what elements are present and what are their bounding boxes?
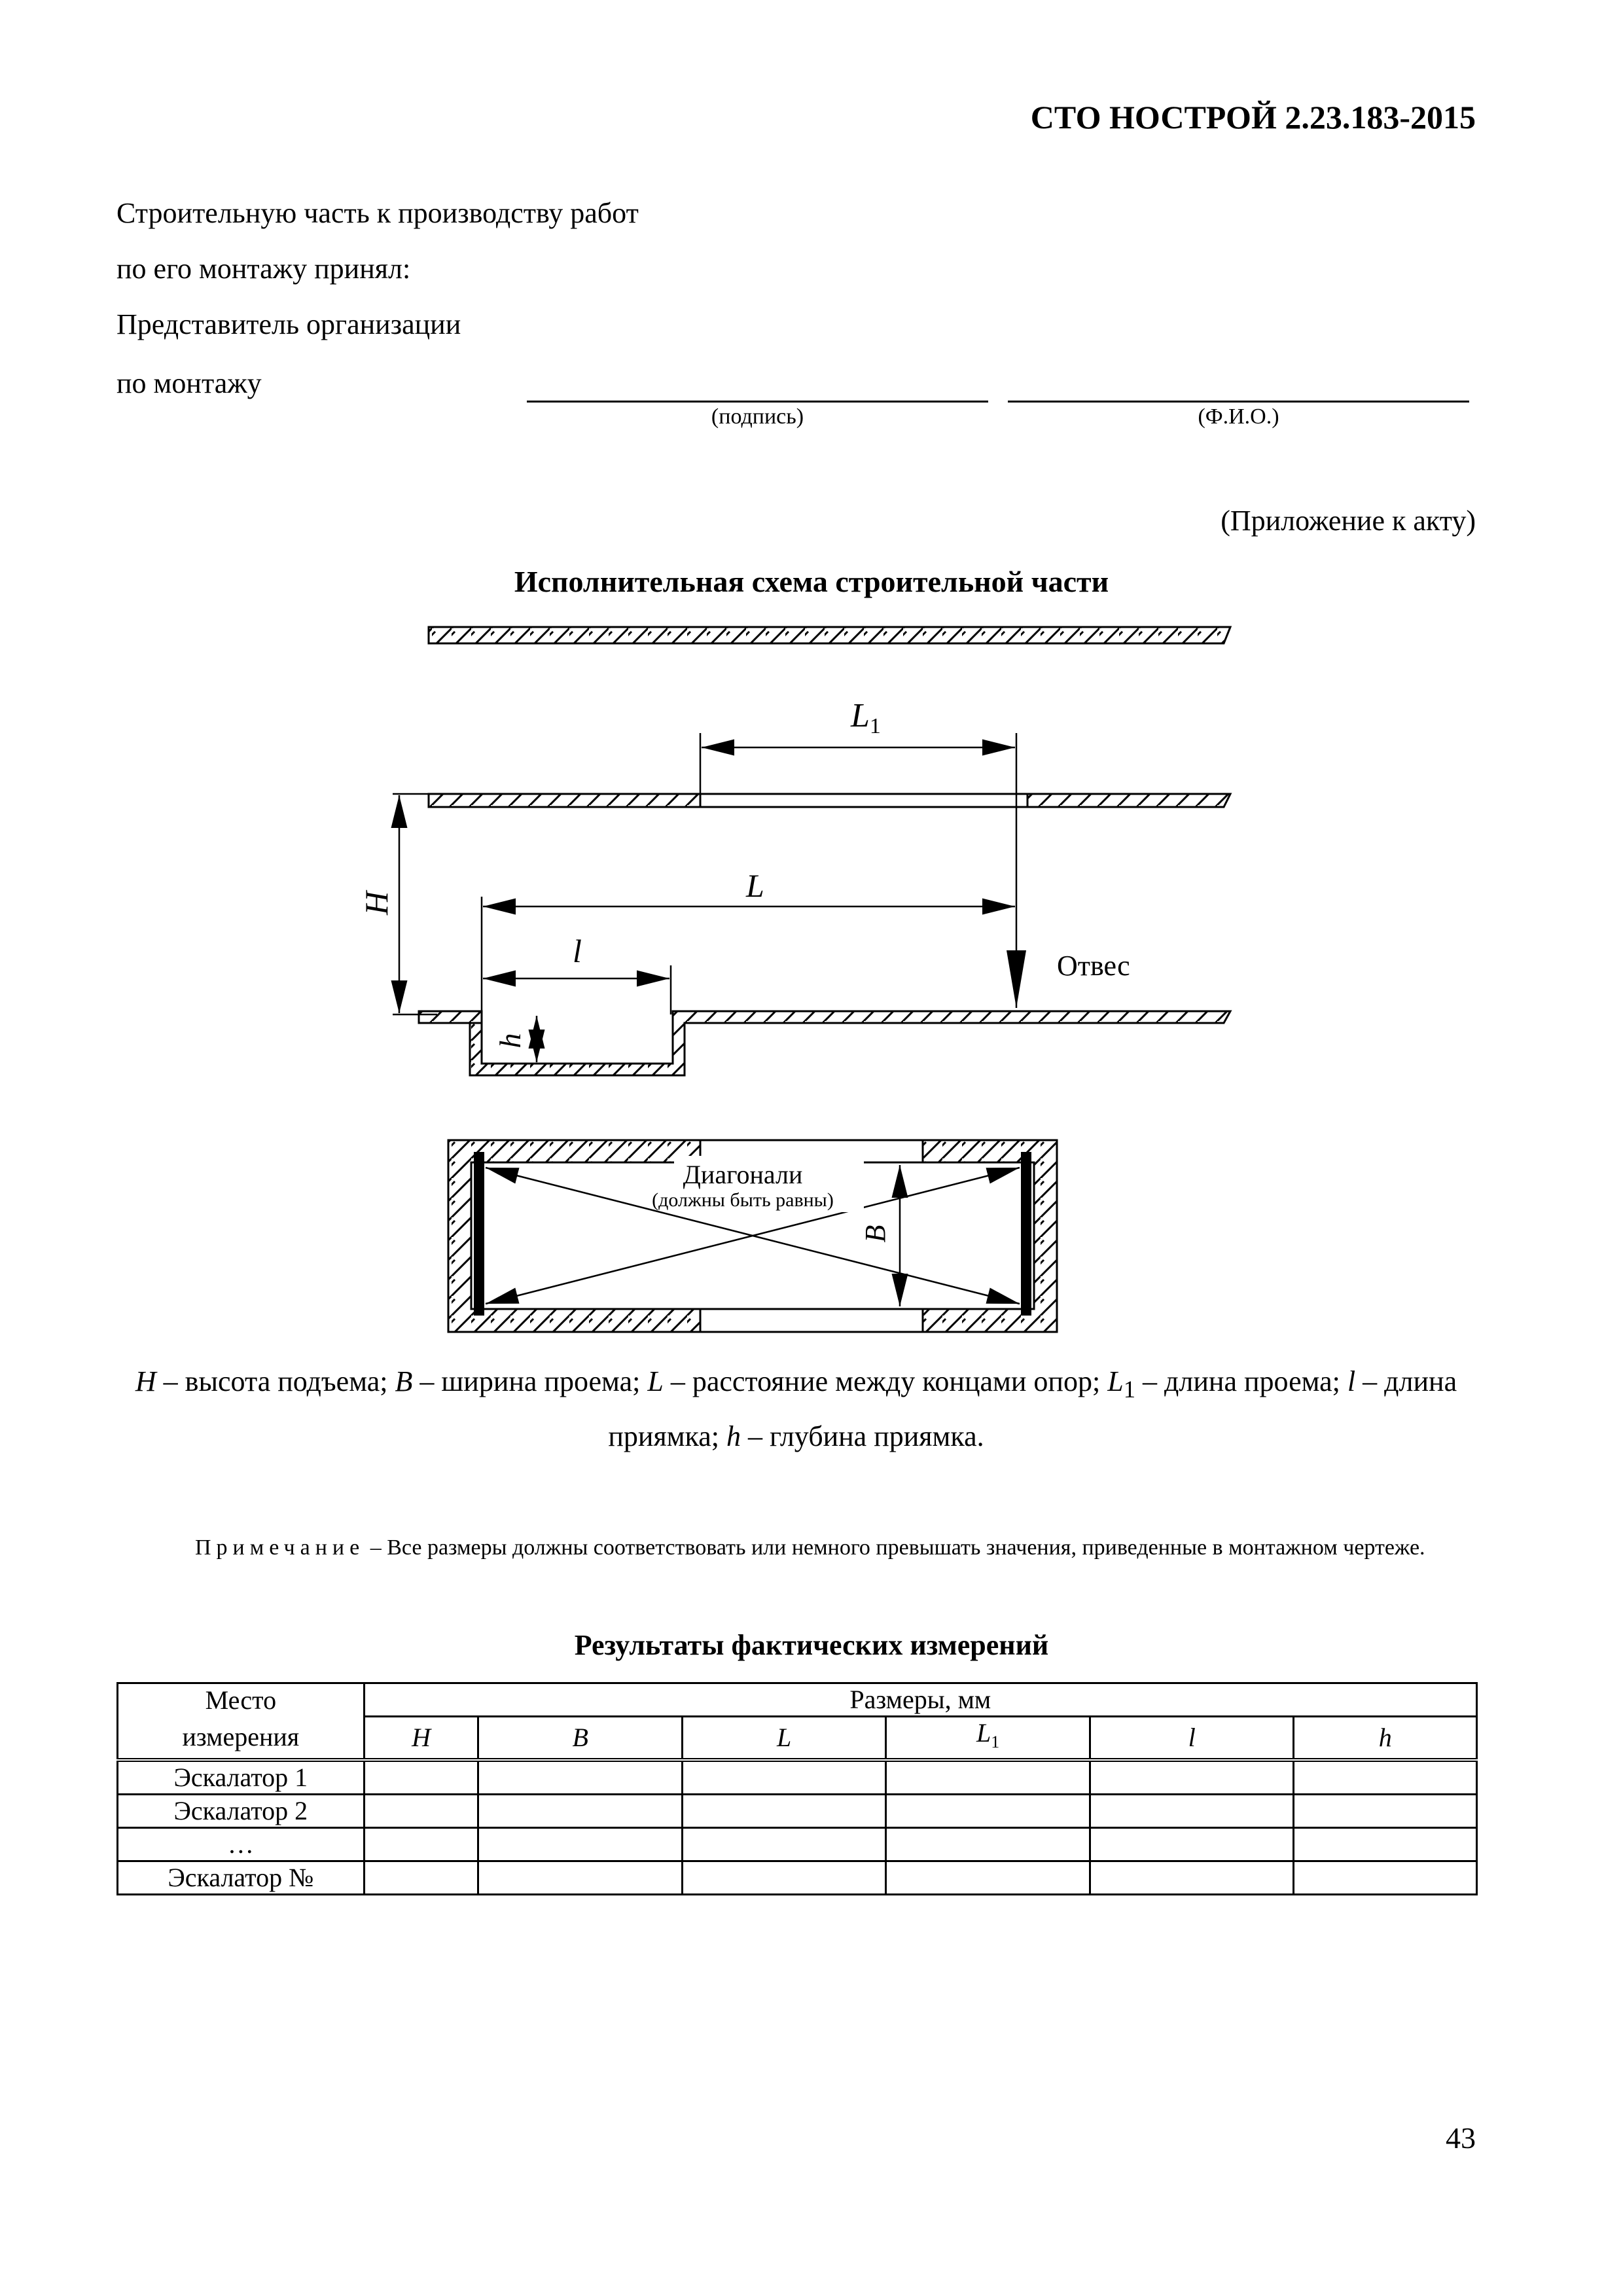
- legend-h-text: – глубина приямка.: [741, 1420, 984, 1452]
- plumb-bob: [1007, 950, 1130, 1008]
- table-cell[interactable]: [886, 1760, 1090, 1795]
- appendix-note: (Приложение к акту): [1221, 505, 1476, 537]
- legend-L1-text: – длина проема;: [1135, 1365, 1347, 1397]
- header-place-2: измерения: [118, 1717, 365, 1761]
- header-col-L: L: [682, 1717, 886, 1761]
- legend-B-symbol: B: [395, 1365, 413, 1397]
- label-h: h: [493, 1033, 527, 1049]
- symbol-legend: [116, 1358, 1476, 1460]
- acceptance-line-4: по монтажу: [116, 367, 262, 399]
- label-diagonals: Диагонали: [683, 1160, 803, 1189]
- table-cell[interactable]: [886, 1828, 1090, 1861]
- table-cell[interactable]: [1090, 1861, 1293, 1895]
- legend-l-symbol: l: [1347, 1365, 1356, 1397]
- table-cell[interactable]: [364, 1828, 478, 1861]
- top-slab: [429, 627, 1230, 643]
- label-H: H: [358, 891, 395, 916]
- header-col-B: B: [478, 1717, 683, 1761]
- row-label: Эскалатор 1: [118, 1760, 365, 1795]
- lower-floor-with-pit: [419, 1011, 1230, 1075]
- table-cell[interactable]: [886, 1795, 1090, 1828]
- legend-L1-symbol: L: [1107, 1365, 1124, 1397]
- legend-H-symbol: H: [135, 1365, 156, 1397]
- table-cell[interactable]: [1294, 1861, 1477, 1895]
- label-B: B: [859, 1225, 891, 1243]
- page-number: 43: [1446, 2121, 1476, 2155]
- legend-B-text: – ширина проема;: [412, 1365, 648, 1397]
- results-table: [116, 1682, 1478, 1895]
- header-col-h: h: [1294, 1717, 1477, 1761]
- label-l: l: [573, 933, 582, 969]
- table-cell[interactable]: [478, 1828, 683, 1861]
- table-cell[interactable]: [1294, 1760, 1477, 1795]
- table-cell[interactable]: [364, 1760, 478, 1795]
- table-cell[interactable]: [682, 1795, 886, 1828]
- dimension-h: [493, 1016, 537, 1062]
- row-label: Эскалатор 2: [118, 1795, 365, 1828]
- row-label: Эскалатор №: [118, 1861, 365, 1895]
- legend-h-symbol: h: [726, 1420, 741, 1452]
- dimension-l: [483, 933, 671, 1014]
- table-cell[interactable]: [478, 1795, 683, 1828]
- table-cell[interactable]: [1294, 1828, 1477, 1861]
- acceptance-line-3: Представитель организации: [116, 308, 461, 340]
- table-cell[interactable]: [1090, 1760, 1293, 1795]
- header-col-L1: $L_1$: [886, 1717, 1090, 1761]
- header-place-1: Место: [118, 1683, 365, 1717]
- legend-H-text: – высота подъема;: [156, 1365, 395, 1397]
- acceptance-line-2: по его монтажу принял:: [116, 253, 411, 285]
- row-label: …: [118, 1828, 365, 1861]
- legend-L1-subscript: 1: [1123, 1375, 1136, 1403]
- document-code: СТО НОСТРОЙ 2.23.183-2015: [1030, 99, 1476, 135]
- table-cell[interactable]: [1090, 1795, 1293, 1828]
- table-cell[interactable]: [1294, 1795, 1477, 1828]
- note-text: – Все размеры должны соответствовать или немного превышать значения, приведенные в монтажном чертеже.: [365, 1535, 1425, 1560]
- legend-L-text: – расстояние между концами опор;: [663, 1365, 1108, 1397]
- table-cell[interactable]: [364, 1861, 478, 1895]
- results-title: Результаты фактических измерений: [574, 1629, 1049, 1661]
- table-cell[interactable]: [364, 1795, 478, 1828]
- table-cell[interactable]: [886, 1861, 1090, 1895]
- dimension-L1: [700, 697, 1016, 1008]
- label-plumb: Отвес: [1057, 950, 1130, 982]
- upper-floor: [429, 794, 1230, 807]
- table-cell[interactable]: [1090, 1828, 1293, 1861]
- table-cell[interactable]: [682, 1760, 886, 1795]
- header-sizes: Размеры, мм: [364, 1683, 1476, 1717]
- table-cell[interactable]: [478, 1760, 683, 1795]
- table-cell[interactable]: [682, 1861, 886, 1895]
- label-L1: L1: [851, 697, 881, 738]
- note-label: Примечание: [195, 1535, 365, 1560]
- legend-l-text: – длина приямка;: [608, 1365, 1457, 1452]
- header-col-l: l: [1090, 1717, 1293, 1761]
- label-diagonals-note: (должны быть равны): [652, 1189, 834, 1211]
- label-L: L: [746, 867, 764, 904]
- dimension-L: [482, 867, 1015, 1014]
- note-paragraph: [116, 1525, 1476, 1571]
- acceptance-line-1: Строительную часть к производству работ: [116, 197, 639, 229]
- table-cell[interactable]: [682, 1828, 886, 1861]
- table-cell[interactable]: [478, 1861, 683, 1895]
- legend-L-symbol: L: [647, 1365, 664, 1397]
- dimension-H: [358, 794, 437, 1014]
- signature-caption: (подпись): [711, 404, 804, 429]
- plan-view: [448, 1140, 1057, 1332]
- header-col-H: H: [364, 1717, 478, 1761]
- schema-title: Исполнительная схема строительной части: [514, 565, 1109, 598]
- name-caption: (Ф.И.О.): [1198, 404, 1279, 429]
